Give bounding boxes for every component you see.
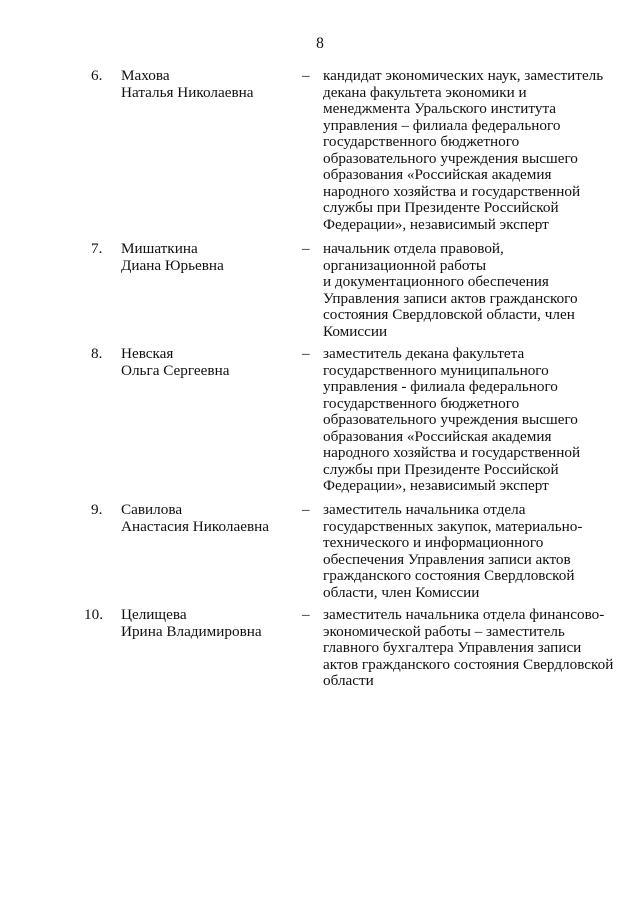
description-line: Федерации», независимый эксперт	[323, 215, 549, 233]
entry-dash: –	[302, 501, 310, 518]
entry-number: 7.	[91, 240, 103, 257]
person-name	[121, 607, 262, 640]
description-line: главного бухгалтера Управления записи	[323, 639, 582, 656]
entry-dash: –	[302, 345, 310, 362]
entry-dash: –	[302, 240, 310, 257]
description-line: заместитель начальника отдела финансово-	[323, 606, 605, 623]
person-name	[121, 68, 254, 101]
description-line: государственного бюджетного	[323, 133, 520, 150]
person-surname: Мишаткина	[121, 240, 198, 257]
person-given-name: Анастасия Николаевна	[121, 517, 269, 535]
person-surname: Невская	[121, 345, 174, 362]
description-line: образования «Российская академия	[323, 427, 552, 445]
position-description	[323, 607, 623, 690]
description-line: Управления записи актов гражданского	[323, 289, 578, 307]
description-line: государственных закупок, материально-	[323, 517, 583, 535]
description-line: образовательного учреждения высшего	[323, 411, 578, 428]
person-name	[121, 241, 224, 274]
description-line: экономической работы – заместитель	[323, 622, 565, 640]
person-surname: Махова	[121, 67, 170, 84]
description-line: кандидат экономических наук, заместитель	[323, 67, 604, 84]
description-line: области, член Комиссии	[323, 583, 480, 601]
description-line: народного хозяйства и государственной	[323, 444, 581, 461]
description-line: области	[323, 672, 374, 689]
description-line: Комиссии	[323, 322, 388, 340]
description-line: государственного муниципального	[323, 361, 549, 379]
entry-dash: –	[302, 67, 310, 84]
description-line: технического и информационного	[323, 534, 544, 551]
description-line: актов гражданского состояния Свердловской	[323, 655, 614, 673]
entry-number: 8.	[91, 345, 103, 362]
entry-number: 6.	[91, 67, 103, 84]
entry-number: 10.	[84, 606, 103, 623]
description-line: Федерации», независимый эксперт	[323, 477, 549, 494]
description-line: образования «Российская академия	[323, 166, 552, 183]
description-line: состояния Свердловской области, член	[323, 306, 575, 323]
description-line: гражданского состояния Свердловской	[323, 567, 575, 584]
description-line: заместитель начальника отдела	[323, 501, 526, 518]
description-line: образовательного учреждения высшего	[323, 149, 578, 167]
entry-number: 9.	[91, 501, 103, 518]
description-line: обеспечения Управления записи актов	[323, 550, 571, 568]
description-line: управления – филиала федерального	[323, 116, 561, 134]
description-line: организационной работы	[323, 256, 487, 274]
description-line: начальник отдела правовой,	[323, 240, 504, 257]
description-line: службы при Президенте Российской	[323, 460, 559, 478]
entry-dash: –	[302, 606, 310, 623]
person-name	[121, 346, 229, 379]
page-number: 8	[316, 35, 324, 52]
description-line: и документационного обеспечения	[323, 273, 549, 290]
person-surname: Савилова	[121, 501, 183, 518]
description-line: декана факультета экономики и	[323, 83, 527, 101]
position-description	[323, 502, 623, 601]
description-line: заместитель декана факультета	[323, 345, 525, 362]
person-given-name: Диана Юрьевна	[121, 256, 224, 274]
description-line: службы при Президенте Российской	[323, 199, 559, 216]
description-line: народного хозяйства и государственной	[323, 182, 581, 200]
description-line: менеджмента Уральского института	[323, 100, 557, 117]
position-description	[323, 346, 623, 495]
person-surname: Целищева	[121, 606, 187, 623]
position-description	[323, 68, 623, 233]
description-line: управления - филиала федерального	[323, 378, 558, 395]
description-line: государственного бюджетного	[323, 394, 520, 412]
person-given-name: Ирина Владимировна	[121, 622, 262, 640]
position-description	[323, 241, 623, 340]
person-name	[121, 502, 269, 535]
person-given-name: Наталья Николаевна	[121, 83, 254, 101]
person-given-name: Ольга Сергеевна	[121, 361, 230, 379]
